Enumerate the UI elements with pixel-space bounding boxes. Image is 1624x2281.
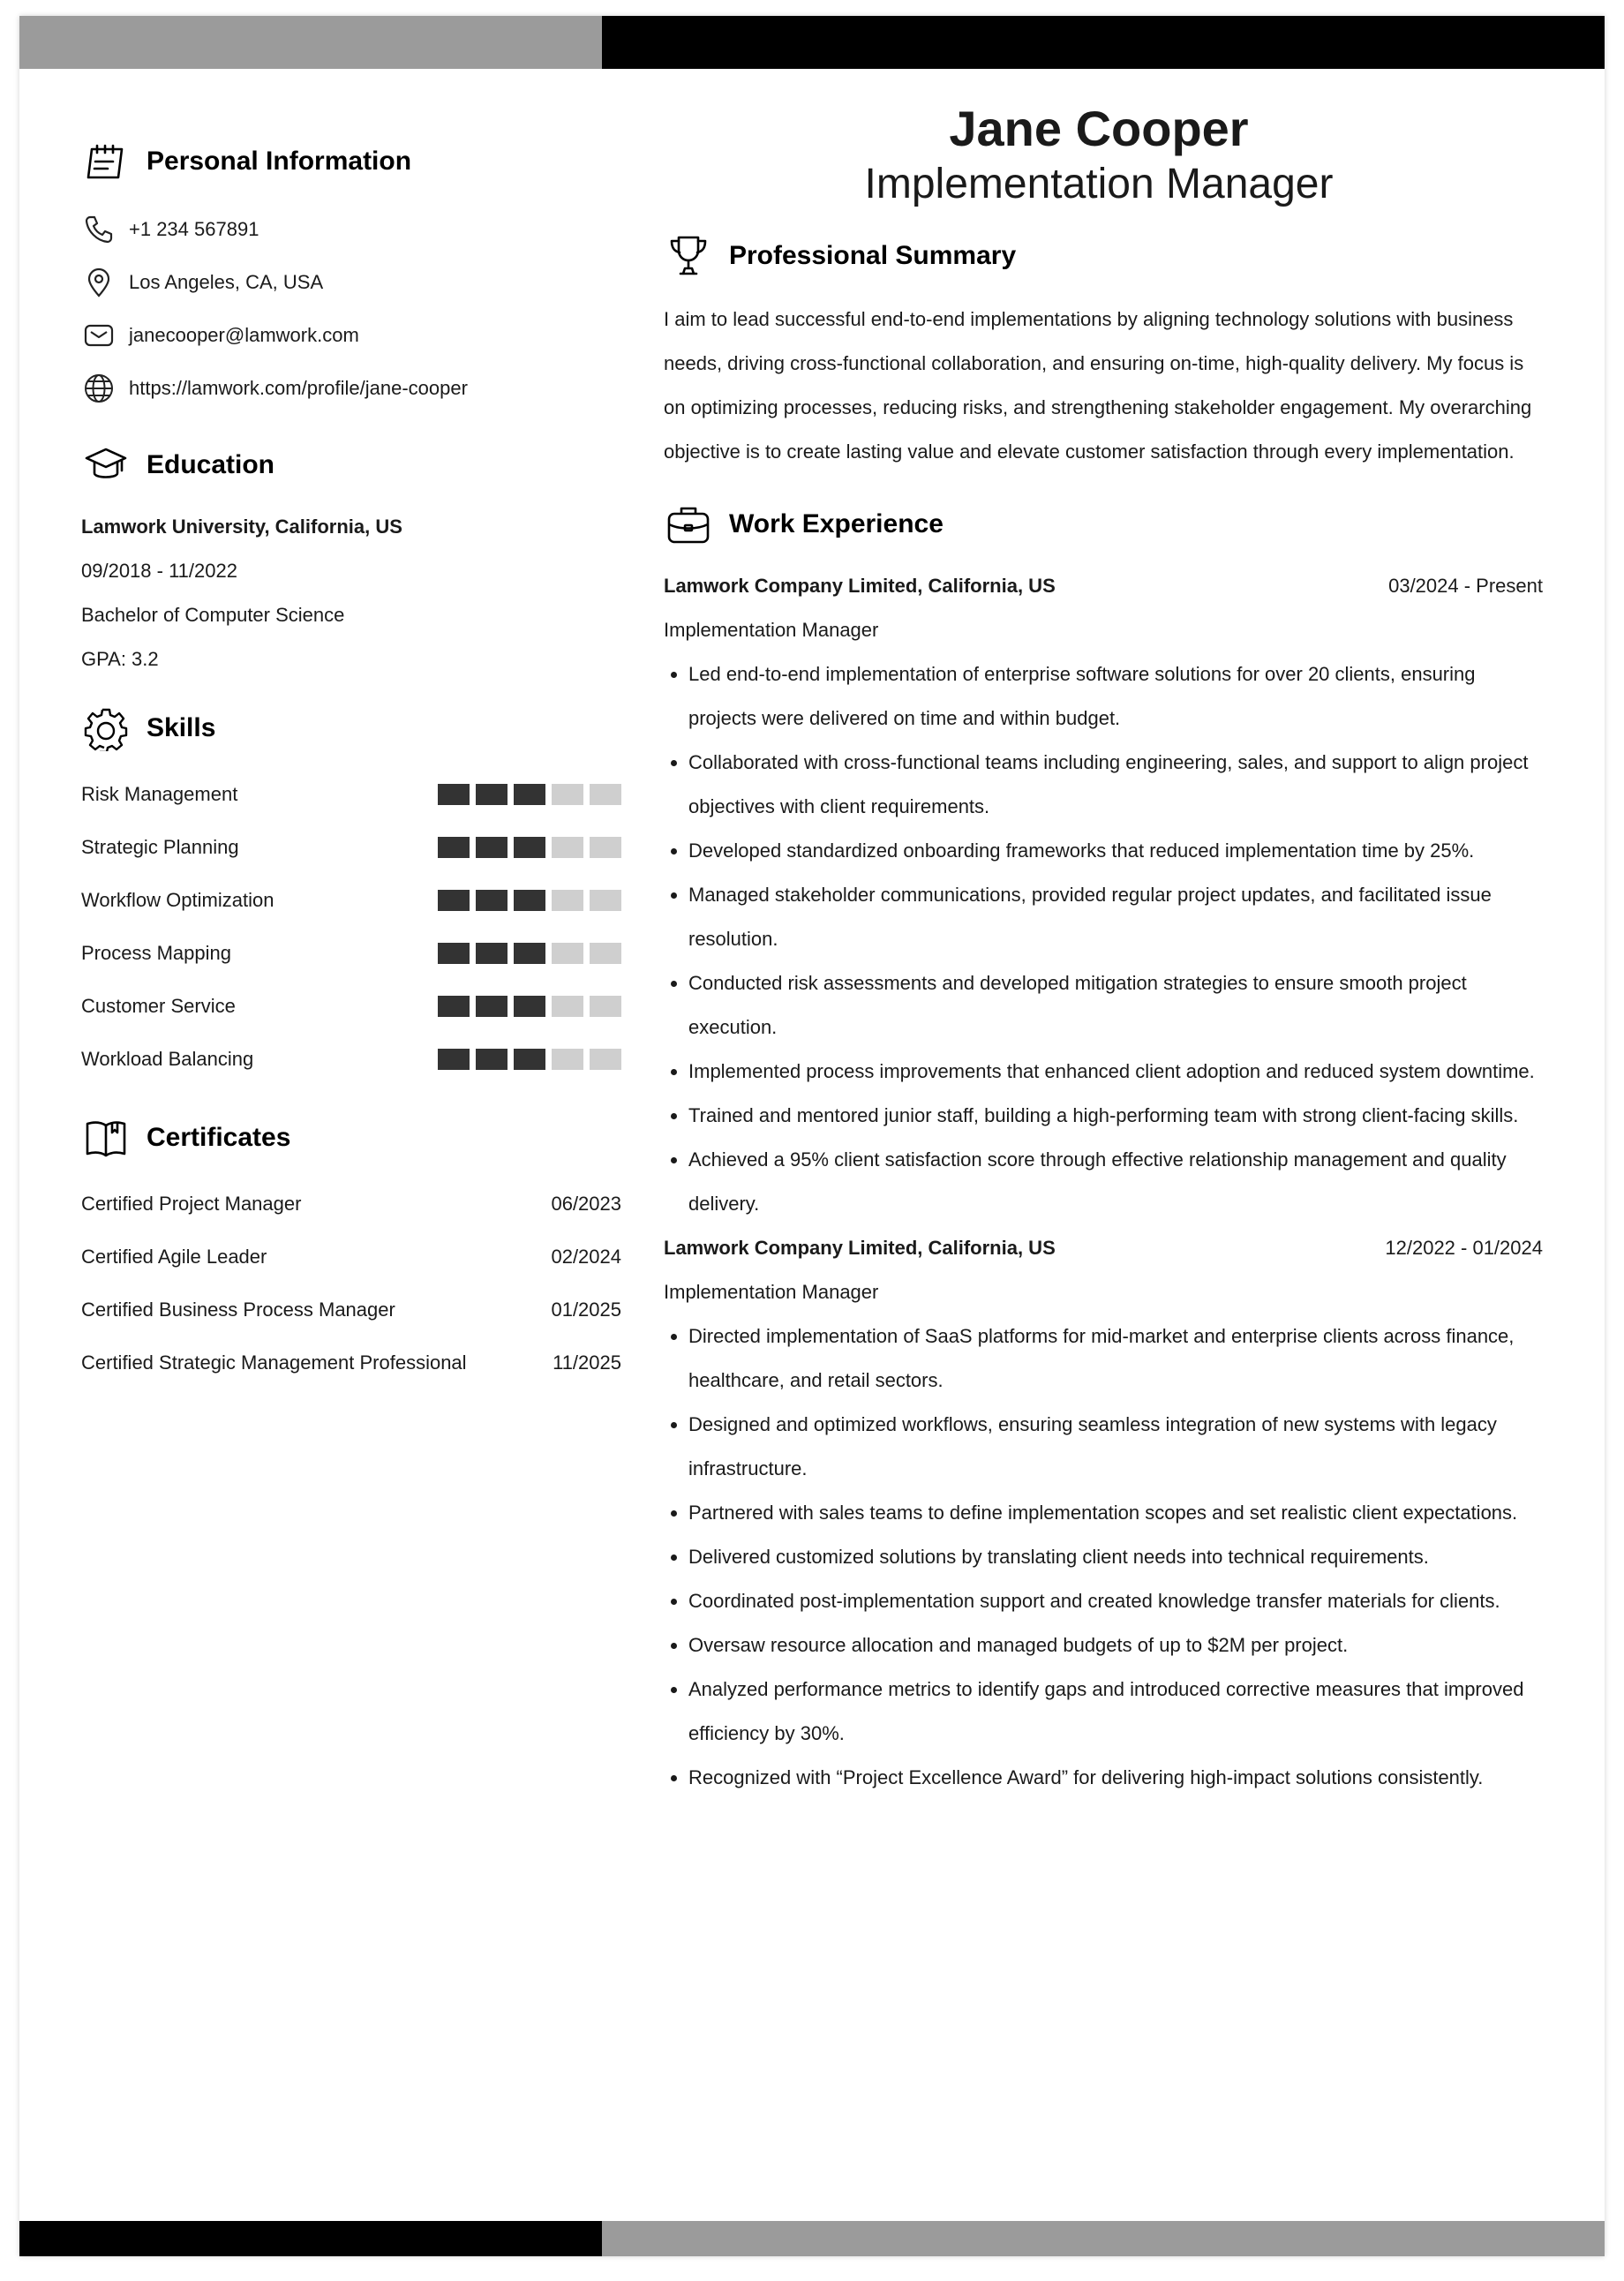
location-text: Los Angeles, CA, USA (129, 271, 324, 293)
skill-level-block (438, 784, 470, 805)
job-bullets (664, 1314, 1543, 1800)
top-gray-bar (19, 16, 602, 69)
skills-list (81, 768, 621, 1086)
skill-level-block (438, 890, 470, 911)
job-role: Implementation Manager (664, 1281, 879, 1303)
skill-level-block (476, 996, 508, 1017)
certificate-row (81, 1336, 621, 1389)
list-item: • Partnered with sales teams to define implementation scopes and set realistic client expectations. (688, 1491, 1543, 1535)
email-row (81, 309, 621, 362)
skill-level-block (514, 996, 545, 1017)
skill-level-block (552, 837, 583, 858)
certificate-date: 06/2023 (551, 1193, 621, 1215)
skill-level-block (438, 996, 470, 1017)
summary-header (664, 225, 1543, 287)
website-row (81, 362, 621, 415)
skill-name: Workflow Optimization (81, 889, 274, 911)
graduation-cap-icon (81, 440, 131, 490)
certificate-row (81, 1231, 621, 1284)
skill-name: Process Mapping (81, 942, 231, 964)
certificate-date: 02/2024 (551, 1246, 621, 1268)
skill-level-block (476, 837, 508, 858)
skill-row (81, 874, 621, 927)
skill-level-block (552, 943, 583, 964)
certificate-name: Certified Business Process Manager (81, 1299, 395, 1321)
right-column (664, 100, 1543, 1800)
list-item: • Managed stakeholder communications, provided regular project updates, and facilitated issue resolution. (688, 873, 1543, 961)
list-item: • Developed standardized onboarding frameworks that reduced implementation time by 25%. (688, 829, 1543, 873)
skill-name: Risk Management (81, 783, 238, 805)
job-dates: 03/2024 - Present (1388, 575, 1543, 597)
certificate-row (81, 1178, 621, 1231)
list-item: • Led end-to-end implementation of enterprise software solutions for over 20 clients, ensuring projects were delivered on time and within budget. (688, 652, 1543, 741)
skill-row (81, 980, 621, 1033)
skill-row (81, 768, 621, 821)
list-item: • Coordinated post-implementation support and created knowledge transfer materials for clients. (688, 1579, 1543, 1623)
skills-header (81, 697, 621, 759)
skill-level-block (514, 943, 545, 964)
trophy-icon (664, 231, 713, 281)
list-item: • Conducted risk assessments and developed mitigation strategies to ensure smooth project execution. (688, 961, 1543, 1050)
section-title: Education (147, 450, 275, 479)
location-pin-icon (81, 265, 117, 300)
gear-icon (81, 704, 131, 753)
skill-row (81, 821, 621, 874)
skill-row (81, 927, 621, 980)
book-icon (81, 1113, 131, 1163)
list-item: • Directed implementation of SaaS platforms for mid-market and enterprise clients across finance, healthcare, and retail sectors. (688, 1314, 1543, 1403)
list-item: • Delivered customized solutions by translating client needs into technical requirements. (688, 1535, 1543, 1579)
skill-level-block (552, 784, 583, 805)
skill-level-block (476, 890, 508, 911)
globe-icon (81, 371, 117, 406)
email-text: janecooper@lamwork.com (129, 324, 359, 346)
skill-level-block (552, 1049, 583, 1070)
list-item: • Implemented process improvements that enhanced client adoption and reduced system downtime. (688, 1050, 1543, 1094)
list-item: • Collaborated with cross-functional teams including engineering, sales, and support to align project objectives with client requirements. (688, 741, 1543, 829)
skill-level-block (514, 784, 545, 805)
skill-level-block (590, 890, 621, 911)
personal-info-header (81, 131, 621, 192)
job-entry (664, 1226, 1543, 1800)
experience-header (664, 493, 1543, 555)
skill-level-block (590, 837, 621, 858)
certificate-date: 01/2025 (551, 1299, 621, 1321)
section-title: Certificates (147, 1123, 291, 1152)
section-title: Professional Summary (729, 241, 1017, 270)
job-role: Implementation Manager (664, 619, 879, 641)
list-item: • Analyzed performance metrics to identify gaps and introduced corrective measures that improved efficiency by 30%. (688, 1667, 1543, 1756)
skill-level-block (590, 1049, 621, 1070)
briefcase-icon (664, 500, 713, 549)
job-header (664, 564, 1543, 608)
bottom-gray-bar (602, 2221, 1605, 2256)
job-dates: 12/2022 - 01/2024 (1385, 1237, 1543, 1259)
list-item: • Achieved a 95% client satisfaction score through effective relationship management and quality delivery. (688, 1138, 1543, 1226)
resume-page (19, 16, 1605, 2256)
job-company: Lamwork Company Limited, California, US (664, 575, 1056, 597)
notepad-icon (81, 137, 131, 186)
section-title: Personal Information (147, 147, 412, 176)
list-item: • Trained and mentored junior staff, building a high-performing team with strong client-facing skills. (688, 1094, 1543, 1138)
job-company: Lamwork Company Limited, California, US (664, 1237, 1056, 1259)
skill-level-block (514, 837, 545, 858)
degree: Bachelor of Computer Science (81, 604, 345, 626)
top-black-bar (602, 16, 1605, 69)
skill-name: Strategic Planning (81, 836, 239, 858)
job-entry (664, 564, 1543, 1226)
summary-text: I aim to lead successful end-to-end implementations by aligning technology solutions with business needs, driving cross-functional collaboration, and ensuring on-time, high-quality delivery. My focus is on optimizing processes, reducing risks, and strengthening stakeholder engagement. My overarching objective is to create lasting value and elevate customer satisfaction through every implementation. (664, 308, 1532, 463)
skill-row (81, 1033, 621, 1086)
skill-level-block (438, 1049, 470, 1070)
skill-meter (438, 784, 621, 805)
location-row (81, 256, 621, 309)
phone-text: +1 234 567891 (129, 218, 259, 240)
skill-level-block (438, 837, 470, 858)
certificate-row (81, 1284, 621, 1336)
mail-icon (81, 318, 117, 353)
candidate-title: Implementation Manager (864, 161, 1334, 207)
website-text: https://lamwork.com/profile/jane-cooper (129, 377, 468, 399)
skill-level-block (476, 784, 508, 805)
bottom-black-bar (19, 2221, 602, 2256)
phone-row (81, 203, 621, 256)
skill-level-block (476, 943, 508, 964)
job-bullets (664, 652, 1543, 1226)
skill-level-block (438, 943, 470, 964)
skill-level-block (552, 890, 583, 911)
skill-meter (438, 996, 621, 1017)
skill-level-block (590, 943, 621, 964)
skill-meter (438, 837, 621, 858)
skill-level-block (590, 996, 621, 1017)
skill-level-block (514, 890, 545, 911)
skill-level-block (590, 784, 621, 805)
certificate-name: Certified Strategic Management Professional (81, 1351, 467, 1374)
job-header (664, 1226, 1543, 1270)
gpa: GPA: 3.2 (81, 648, 159, 670)
certificates-header (81, 1107, 621, 1169)
skill-meter (438, 1049, 621, 1070)
skill-name: Workload Balancing (81, 1048, 254, 1070)
section-title: Skills (147, 713, 216, 742)
certificate-date: 11/2025 (553, 1351, 621, 1374)
skill-meter (438, 943, 621, 964)
section-title: Work Experience (729, 509, 944, 538)
school-name: Lamwork University, California, US (81, 516, 402, 538)
left-column (81, 131, 621, 1389)
candidate-name: Jane Cooper (949, 101, 1249, 156)
skill-meter (438, 890, 621, 911)
skill-name: Customer Service (81, 995, 236, 1017)
phone-icon (81, 212, 117, 247)
certificate-name: Certified Project Manager (81, 1193, 302, 1215)
list-item: • Designed and optimized workflows, ensuring seamless integration of new systems with legacy infrastructure. (688, 1403, 1543, 1491)
education-dates: 09/2018 - 11/2022 (81, 560, 237, 582)
skill-level-block (514, 1049, 545, 1070)
list-item: • Oversaw resource allocation and managed budgets of up to $2M per project. (688, 1623, 1543, 1667)
education-header (81, 434, 621, 496)
certificate-name: Certified Agile Leader (81, 1246, 267, 1268)
skill-level-block (552, 996, 583, 1017)
list-item: • Recognized with “Project Excellence Award” for delivering high-impact solutions consistently. (688, 1756, 1543, 1800)
skill-level-block (476, 1049, 508, 1070)
